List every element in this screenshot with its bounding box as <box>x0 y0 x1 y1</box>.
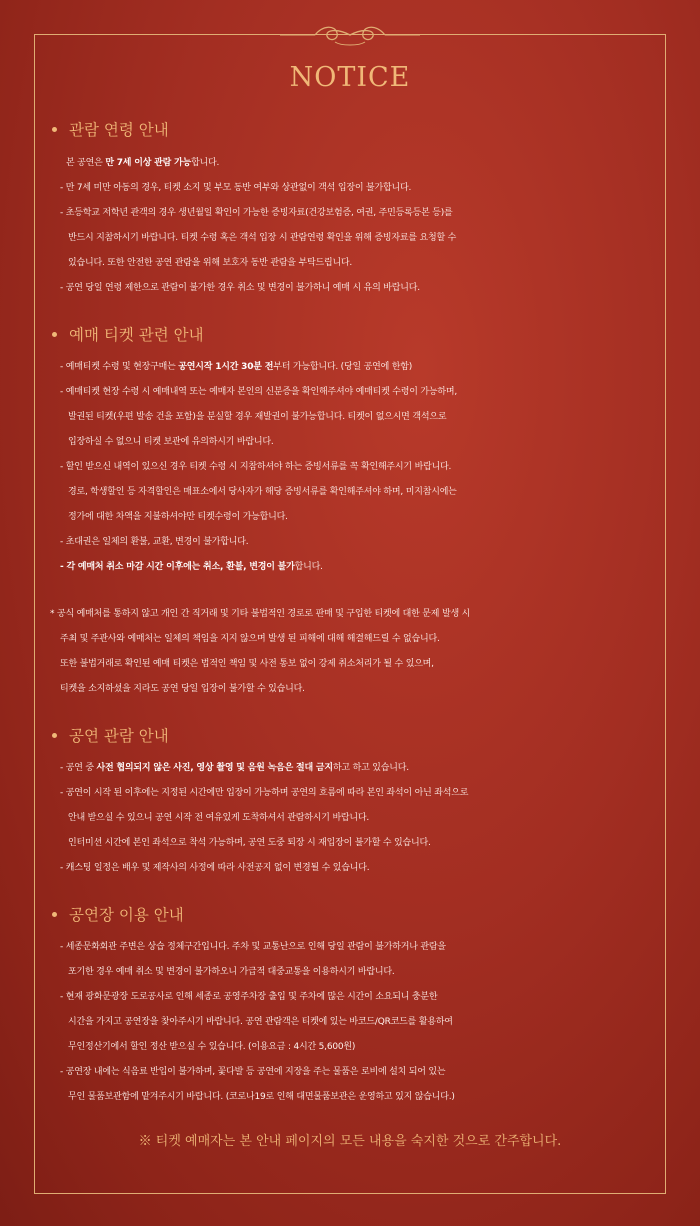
list-item-continued: 무인 물품보관함에 맡겨주시기 바랍니다. (코로나19로 인해 대면물품보관은 운영하고 있지 않습니다.) <box>68 1092 455 1102</box>
section-heading <box>48 903 658 925</box>
list-item-continued: 안내 받으실 수 있으니 공연 시작 전 여유있게 도착하셔서 관람하시기 바랍니다. <box>68 813 370 823</box>
warning-line: * 공식 예매처를 통하지 않고 개인 간 직거래 및 기타 불법적인 경로로 판매 및 구입한 티켓에 대한 문제 발생 시 <box>50 609 471 619</box>
warning-line: 티켓을 소지하셨을 지라도 공연 당일 입장이 불가할 수 있습니다. <box>60 684 305 694</box>
list-item-continued: 입장하실 수 없으니 티켓 보관에 유의하시기 바랍니다. <box>68 437 274 447</box>
list-item: - 공연이 시작 된 이후에는 지정된 시간에만 입장이 가능하며 공연의 흐름에 따라 본인 좌석이 아닌 좌석으로 <box>60 788 469 798</box>
list-item: - 캐스팅 일정은 배우 및 제작사의 사정에 따라 사전공지 없이 변경될 수 있습니다. <box>60 863 370 873</box>
section-heading <box>48 323 658 345</box>
list-item-continued: 인터미션 시간에 본인 좌석으로 착석 가능하며, 공연 도중 퇴장 시 재입장이 불가할 수 있습니다. <box>68 838 431 848</box>
emphasis-text: 사전 협의되지 않은 사진, 영상 촬영 및 음원 녹음은 절대 금지 <box>96 763 333 773</box>
list-item: - 만 7세 미만 아동의 경우, 티켓 소지 및 부모 동반 여부와 상관없이 객석 입장이 불가합니다. <box>60 183 412 193</box>
heading-text: 공연 관람 안내 <box>69 727 169 745</box>
emphasis-text: 공연시작 1시간 30분 전 <box>178 362 274 372</box>
bullet-icon <box>52 127 57 132</box>
list-item: - 공연 중 사전 협의되지 않은 사진, 영상 촬영 및 음원 녹음은 절대 금지하고 하고 있습니다. <box>60 763 409 773</box>
heading-text: 예매 티켓 관련 안내 <box>69 326 204 344</box>
bullet-icon <box>52 912 57 917</box>
section-viewing <box>48 724 658 881</box>
list-item: - 할인 받으신 내역이 있으신 경우 티켓 수령 시 지참하셔야 하는 증빙서류를 꼭 확인해주시기 바랍니다. <box>60 462 452 472</box>
section-heading <box>48 118 658 140</box>
list-item-continued: 발권된 티켓(우편 발송 건을 포함)을 분실할 경우 재발권이 불가능합니다. 티켓이 없으시면 객석으로 <box>68 412 447 422</box>
notice-content <box>48 118 658 1132</box>
section-age <box>48 118 658 301</box>
list-item: - 예매티켓 수령 및 현장구매는 공연시작 1시간 30분 전부터 가능합니다. (당일 공연에 한함) <box>60 362 413 372</box>
illegal-ticket-warning <box>48 602 658 702</box>
list-item-continued: 반드시 지참하시기 바랍니다. 티켓 수령 혹은 객석 입장 시 관람연령 확인을 위해 증빙자료를 요청할 수 <box>68 233 457 243</box>
list-item: - 초대권은 일체의 환불, 교환, 변경이 불가합니다. <box>60 537 249 547</box>
heading-text: 공연장 이용 안내 <box>69 906 184 924</box>
bullet-icon <box>52 332 57 337</box>
list-item: - 세종문화회관 주변은 상습 정체구간입니다. 주차 및 교통난으로 인해 당일 관람이 불가하거나 관람을 <box>60 942 446 952</box>
list-item-continued: 무인정산기에서 할인 정산 받으실 수 있습니다. (이용요금 : 4시간 5,600원) <box>68 1042 356 1052</box>
emphasis-text: - 각 예매처 취소 마감 시간 이후에는 취소, 환불, 변경이 불가 <box>60 562 295 572</box>
list-item: - 초등학교 저학년 관객의 경우 생년월일 확인이 가능한 증빙자료(건강보험증, 여권, 주민등록등본 등)를 <box>60 208 453 218</box>
section-venue <box>48 903 658 1110</box>
list-item: - 공연 당일 연령 제한으로 관람이 불가한 경우 취소 및 변경이 불가하니 예매 시 유의 바랍니다. <box>60 283 420 293</box>
list-item-continued: 포기한 경우 예매 취소 및 변경이 불가하오니 가급적 대중교통을 이용하시기 바랍니다. <box>68 967 395 977</box>
footer-note: ※ 티켓 예매자는 본 안내 페이지의 모든 내용을 숙지한 것으로 간주합니다. <box>138 1134 562 1149</box>
list-item-continued: 있습니다. 또한 안전한 공연 관람을 위해 보호자 동반 관람을 부탁드립니다. <box>68 258 353 268</box>
heading-text: 관람 연령 안내 <box>69 121 169 139</box>
list-item: - 예매티켓 현장 수령 시 예매내역 또는 예매자 본인의 신분증을 확인해주셔야 예매티켓 수령이 가능하며, <box>60 387 458 397</box>
list-item: - 현재 광화문광장 도로공사로 인해 세종로 공영주차장 출입 및 주차에 많은 시간이 소요되니 충분한 <box>60 992 438 1002</box>
list-item-continued: 경로, 학생할인 등 자격할인은 매표소에서 당사자가 해당 증빙서류를 확인해주셔야 하며, 미지참시에는 <box>68 487 457 497</box>
emphasis-text: 만 7세 이상 관람 가능 <box>105 158 192 168</box>
bullet-icon <box>52 733 57 738</box>
list-item-continued: 시간을 가지고 공연장을 찾아주시기 바랍니다. 공연 관람객은 티켓에 있는 바코드/QR코드를 활용하여 <box>68 1017 453 1027</box>
warning-line: 또한 불법거래로 확인된 예매 티켓은 법적인 책임 및 사전 통보 없이 강제 취소처리가 될 수 있으며, <box>60 659 434 669</box>
list-item: - 공연장 내에는 식음료 반입이 불가하며, 꽃다발 등 공연에 지장을 주는 물품은 로비에 설치 되어 있는 <box>60 1067 446 1077</box>
page-title: NOTICE <box>289 62 411 93</box>
ornament-icon <box>275 20 425 50</box>
section-heading <box>48 724 658 746</box>
list-item: - 각 예매처 취소 마감 시간 이후에는 취소, 환불, 변경이 불가합니다. <box>60 562 323 572</box>
intro-line: 본 공연은 만 7세 이상 관람 가능합니다. <box>66 158 220 168</box>
warning-line: 주최 및 주관사와 예매처는 일체의 책임을 지지 않으며 발생 된 피해에 대해 해결해드릴 수 없습니다. <box>60 634 440 644</box>
list-item-continued: 정가에 대한 차액을 지불하셔야만 티켓수령이 가능합니다. <box>68 512 288 522</box>
section-ticket <box>48 323 658 580</box>
